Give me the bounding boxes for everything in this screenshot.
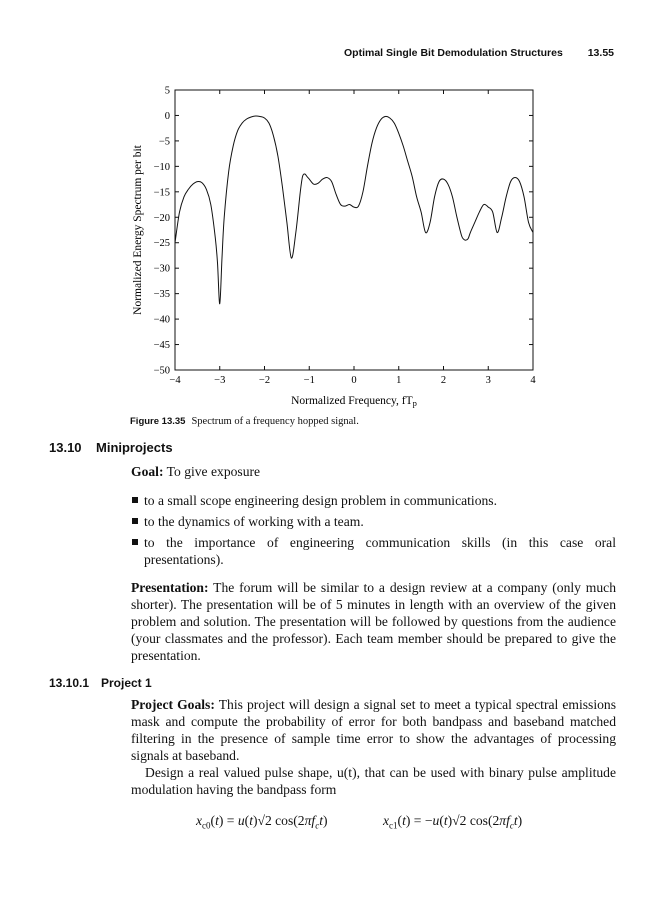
presentation-paragraph [131,579,616,664]
goal-label: Goal: [131,464,164,479]
bullet-item: to the dynamics of working with a team. [131,513,616,530]
y-tick-label: −45 [153,340,170,352]
x-tick-label: 2 [440,375,447,386]
spectrum-chart [0,0,664,420]
presentation-text: The forum will be similar to a design review at a company (only much shorter). The presentation will be of 5 minutes in length with an overview of the given problem and solution. The presentation will be followed by questions from the audience (your classmates and the professor). Each team member should be prepared to give the presentation. [131,580,616,663]
page-number: 13.55 [587,47,614,59]
x-tick-label: 0 [351,375,357,386]
goal-paragraph [131,463,616,480]
y-tick-label: −20 [153,212,170,224]
x-tick-label: 3 [485,375,491,386]
y-tick-label: −40 [153,314,170,326]
subsection-number: 13.10.1 [49,676,90,690]
x-tick-label: −2 [258,375,271,386]
goal-text: To give exposure [166,464,261,479]
section-number: 13.10 [49,440,82,455]
project-goals-text: This project will design a signal set to meet a typical spectral emissions mask and compute the probability of error for both bandpass and baseband matched filtering in the presence of sample time error to show the advantages of processing signals at baseband. [131,697,617,763]
figure-label: Figure 13.35 [130,416,186,427]
x-tick-label: −4 [169,375,181,386]
y-tick-label: 0 [164,110,170,122]
presentation-label: Presentation: [131,580,209,595]
design-paragraph: Design a real valued pulse shape, u(t), that can be used with binary pulse amplitude modulation having the bandpass form [131,765,616,797]
y-axis-label: Normalized Energy Spectrum per bit [132,145,144,315]
y-tick-label: −25 [153,238,170,250]
running-head-title: Optimal Single Bit Demodulation Structures [344,47,563,59]
x-tick-labels [169,375,536,386]
figure-caption-text: Spectrum of a frequency hopped signal. [191,416,359,427]
y-tick-labels [154,86,170,377]
bullet-item: to a small scope engineering design problem in communications. [131,492,616,509]
x-tick-label: 1 [396,375,402,386]
subsection-title: Project 1 [101,676,152,690]
x-tick-label: 4 [530,375,536,386]
equation-1: $x_{c0}(t) = u(t)√2$ $\cos(2\pi f_ct)$ [196,813,328,831]
y-tick-label: 5 [164,85,170,97]
section-title: Miniprojects [96,440,173,455]
y-tick-label: −30 [153,263,170,275]
section-heading [49,440,173,455]
goal-bullet-list [131,492,616,572]
x-tick-label: −1 [303,375,315,386]
axis-ticks [175,90,533,370]
y-tick-label: −5 [158,136,170,148]
series-points [175,116,533,304]
y-tick-label: −50 [153,365,170,377]
equation-2: $x_{c1}(t) = -u(t)√2$ $\cos(2\pi f_ct)$ [383,813,523,831]
plot-frame [175,90,533,370]
x-axis-label: Normalized Frequency, fTp [291,395,417,408]
series-line [175,116,533,304]
x-tick-label: −3 [214,375,226,386]
bullet-item: to the importance of engineering communication skills (in this case oral presentations). [131,534,616,568]
project-goals-paragraph [131,696,616,764]
subsection-heading [49,676,152,690]
y-tick-label: −15 [153,187,170,199]
figure-caption [130,416,359,427]
project-goals-label: Project Goals: [131,697,215,712]
y-tick-label: −10 [153,161,170,173]
y-tick-label: −35 [153,289,170,301]
